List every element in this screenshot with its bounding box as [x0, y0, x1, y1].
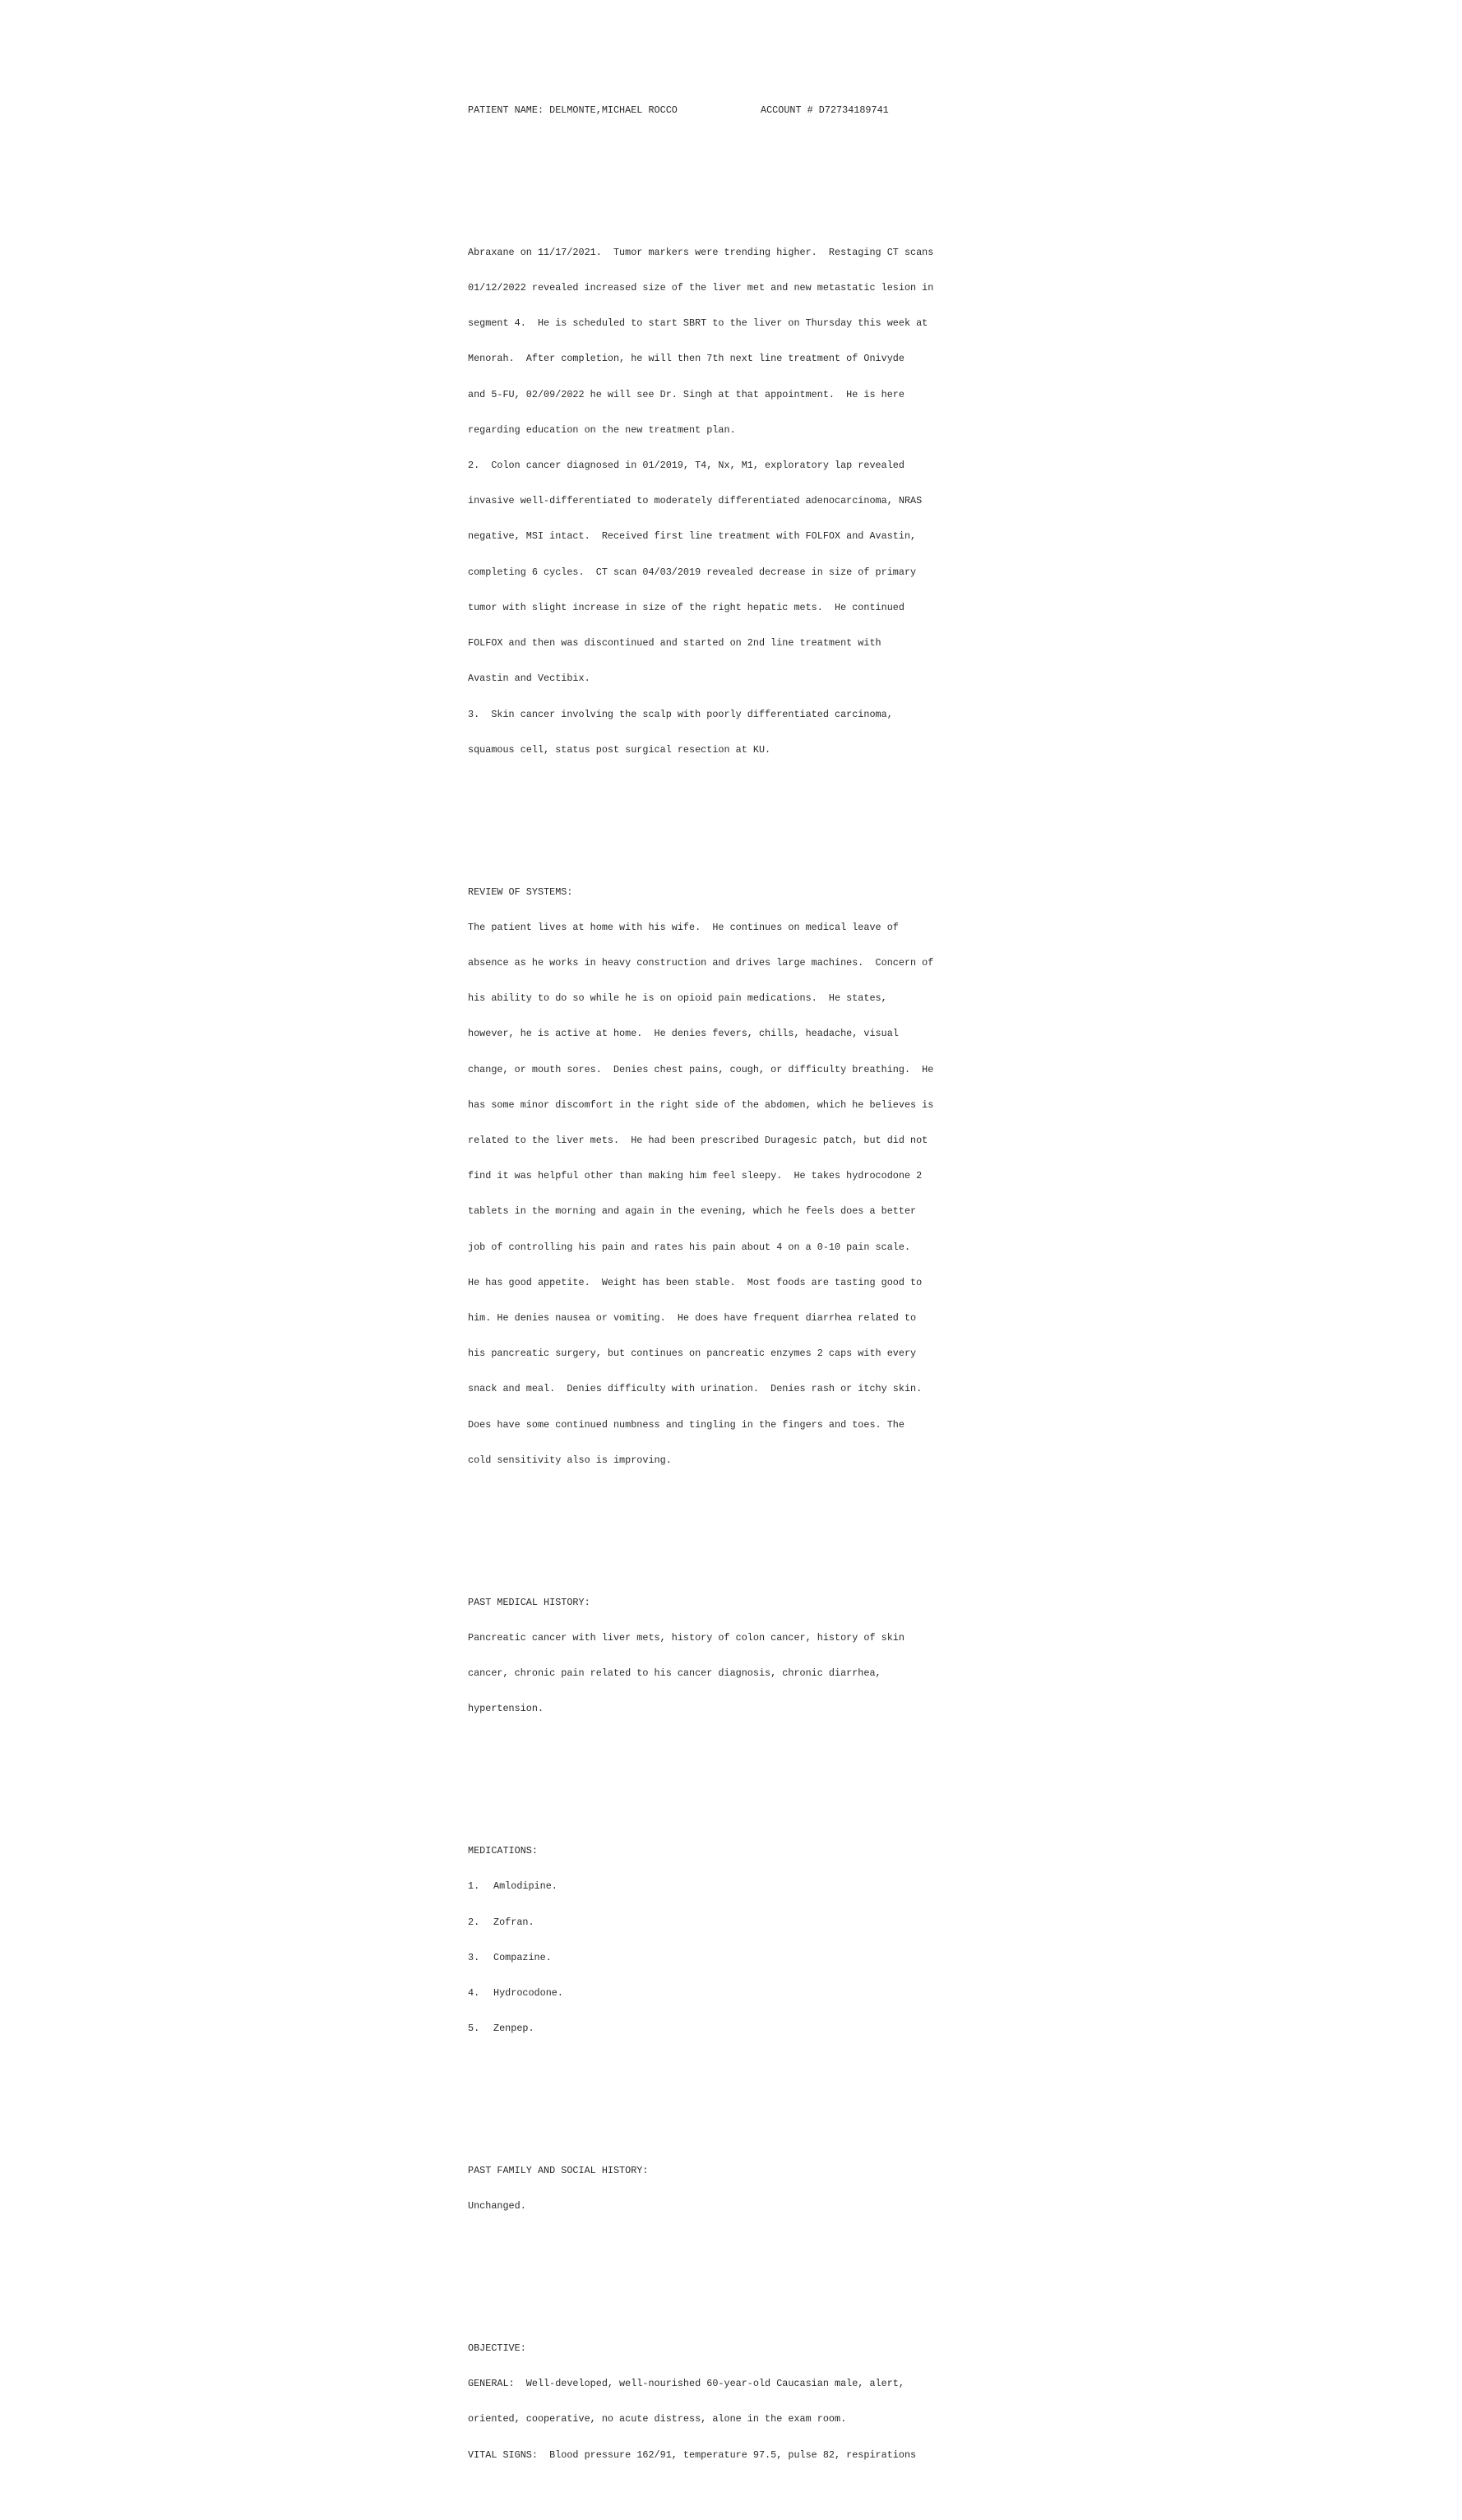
- text-line: segment 4. He is scheduled to start SBRT to the liver on Thursday this week at: [468, 317, 928, 330]
- past-medical-history: [468, 1573, 994, 1739]
- account-number: ACCOUNT # D72734189741: [761, 104, 889, 117]
- medication-name: Zofran.: [493, 1916, 534, 1928]
- text-line: oriented, cooperative, no acute distress, alone in the exam room.: [468, 2413, 847, 2425]
- text-line: Avastin and Vectibix.: [468, 673, 590, 685]
- text-line: tumor with slight increase in size of the right hepatic mets. He continued: [468, 601, 904, 613]
- text-line: The patient lives at home with his wife. He continues on medical leave of: [468, 921, 899, 933]
- text-line: has some minor discomfort in the right side of the abdomen, which he believes is: [468, 1098, 934, 1111]
- medical-note: [468, 69, 994, 2520]
- medications: [468, 1821, 994, 2058]
- medication-name: Hydrocodone.: [493, 1986, 563, 1999]
- past-family-social-history: [468, 2141, 994, 2236]
- text-line: find it was helpful other than making him feel sleepy. He takes hydrocodone 2: [468, 1170, 923, 1182]
- section-title: PAST FAMILY AND SOCIAL HISTORY:: [468, 2164, 649, 2176]
- page-header: [468, 104, 994, 116]
- medication-name: Compazine.: [493, 1951, 552, 1963]
- text-line: He has good appetite. Weight has been stable. Most foods are tasting good to: [468, 1276, 923, 1288]
- text-line: and 5-FU, 02/09/2022 he will see Dr. Singh at that appointment. He is here: [468, 388, 904, 400]
- objective: [468, 2319, 994, 2485]
- text-line: 3. Skin cancer involving the scalp with poorly differentiated carcinoma,: [468, 708, 893, 720]
- medication-number: 4.: [468, 1986, 480, 1999]
- medication-name: Zenpep.: [493, 2023, 534, 2035]
- text-line: Menorah. After completion, he will then 7th next line treatment of Onivyde: [468, 353, 904, 365]
- section-title: OBJECTIVE:: [468, 2342, 526, 2354]
- text-line: change, or mouth sores. Denies chest pains, cough, or difficulty breathing. He: [468, 1063, 934, 1075]
- text-line: squamous cell, status post surgical resection at KU.: [468, 743, 771, 756]
- medication-item: [468, 1952, 994, 1963]
- history-of-present-illness: [468, 223, 994, 779]
- medication-number: 5.: [468, 2023, 480, 2035]
- text-line: his pancreatic surgery, but continues on pancreatic enzymes 2 caps with every: [468, 1348, 917, 1360]
- text-line: invasive well-differentiated to moderately differentiated adenocarcinoma, NRAS: [468, 495, 923, 507]
- text-line: snack and meal. Denies difficulty with urination. Denies rash or itchy skin.: [468, 1383, 923, 1395]
- text-line: negative, MSI intact. Received first line treatment with FOLFOX and Avastin,: [468, 530, 917, 543]
- medication-number: 2.: [468, 1916, 480, 1928]
- medication-item: [468, 2023, 994, 2034]
- text-line: 01/12/2022 revealed increased size of the liver met and new metastatic lesion in: [468, 282, 934, 294]
- text-line: his ability to do so while he is on opioid pain medications. He states,: [468, 992, 887, 1005]
- medication-number: 3.: [468, 1951, 480, 1963]
- medication-item: [468, 1917, 994, 1928]
- medication-item: [468, 1987, 994, 1999]
- text-line: him. He denies nausea or vomiting. He does have frequent diarrhea related to: [468, 1311, 917, 1324]
- medication-number: 1.: [468, 1880, 480, 1893]
- text-line: tablets in the morning and again in the evening, which he feels does a better: [468, 1205, 917, 1218]
- medication-name: Amlodipine.: [493, 1880, 558, 1893]
- text-line: Abraxane on 11/17/2021. Tumor markers were trending higher. Restaging CT scans: [468, 246, 934, 258]
- section-title: REVIEW OF SYSTEMS:: [468, 885, 573, 898]
- text-line: regarding education on the new treatment plan.: [468, 423, 736, 436]
- text-line: related to the liver mets. He had been prescribed Duragesic patch, but did not: [468, 1134, 928, 1146]
- text-line: completing 6 cycles. CT scan 04/03/2019 revealed decrease in size of primary: [468, 566, 917, 578]
- text-line: absence as he works in heavy construction and drives large machines. Concern of: [468, 956, 934, 969]
- review-of-systems: [468, 862, 994, 1490]
- patient-name: PATIENT NAME: DELMONTE,MICHAEL ROCCO: [468, 104, 678, 117]
- text-line: Does have some continued numbness and tingling in the fingers and toes. The: [468, 1418, 904, 1431]
- text-line: VITAL SIGNS: Blood pressure 162/91, temperature 97.5, pulse 82, respirations: [468, 2448, 917, 2461]
- text-line: job of controlling his pain and rates his pain about 4 on a 0-10 pain scale.: [468, 1241, 911, 1253]
- text-line: Pancreatic cancer with liver mets, history of colon cancer, history of skin: [468, 1631, 904, 1644]
- text-line: GENERAL: Well-developed, well-nourished 60-year-old Caucasian male, alert,: [468, 2378, 904, 2390]
- text-line: FOLFOX and then was discontinued and started on 2nd line treatment with: [468, 637, 881, 650]
- text-line: hypertension.: [468, 1703, 544, 1715]
- text-line: cancer, chronic pain related to his cancer diagnosis, chronic diarrhea,: [468, 1667, 881, 1680]
- text-line: Unchanged.: [468, 2200, 526, 2213]
- section-title: MEDICATIONS:: [468, 1845, 538, 1857]
- section-title: PAST MEDICAL HISTORY:: [468, 1596, 590, 1608]
- text-line: 2. Colon cancer diagnosed in 01/2019, T4, Nx, M1, exploratory lap revealed: [468, 460, 904, 472]
- text-line: cold sensitivity also is improving.: [468, 1454, 672, 1466]
- text-line: however, he is active at home. He denies fevers, chills, headache, visual: [468, 1028, 899, 1040]
- medication-item: [468, 1880, 994, 1892]
